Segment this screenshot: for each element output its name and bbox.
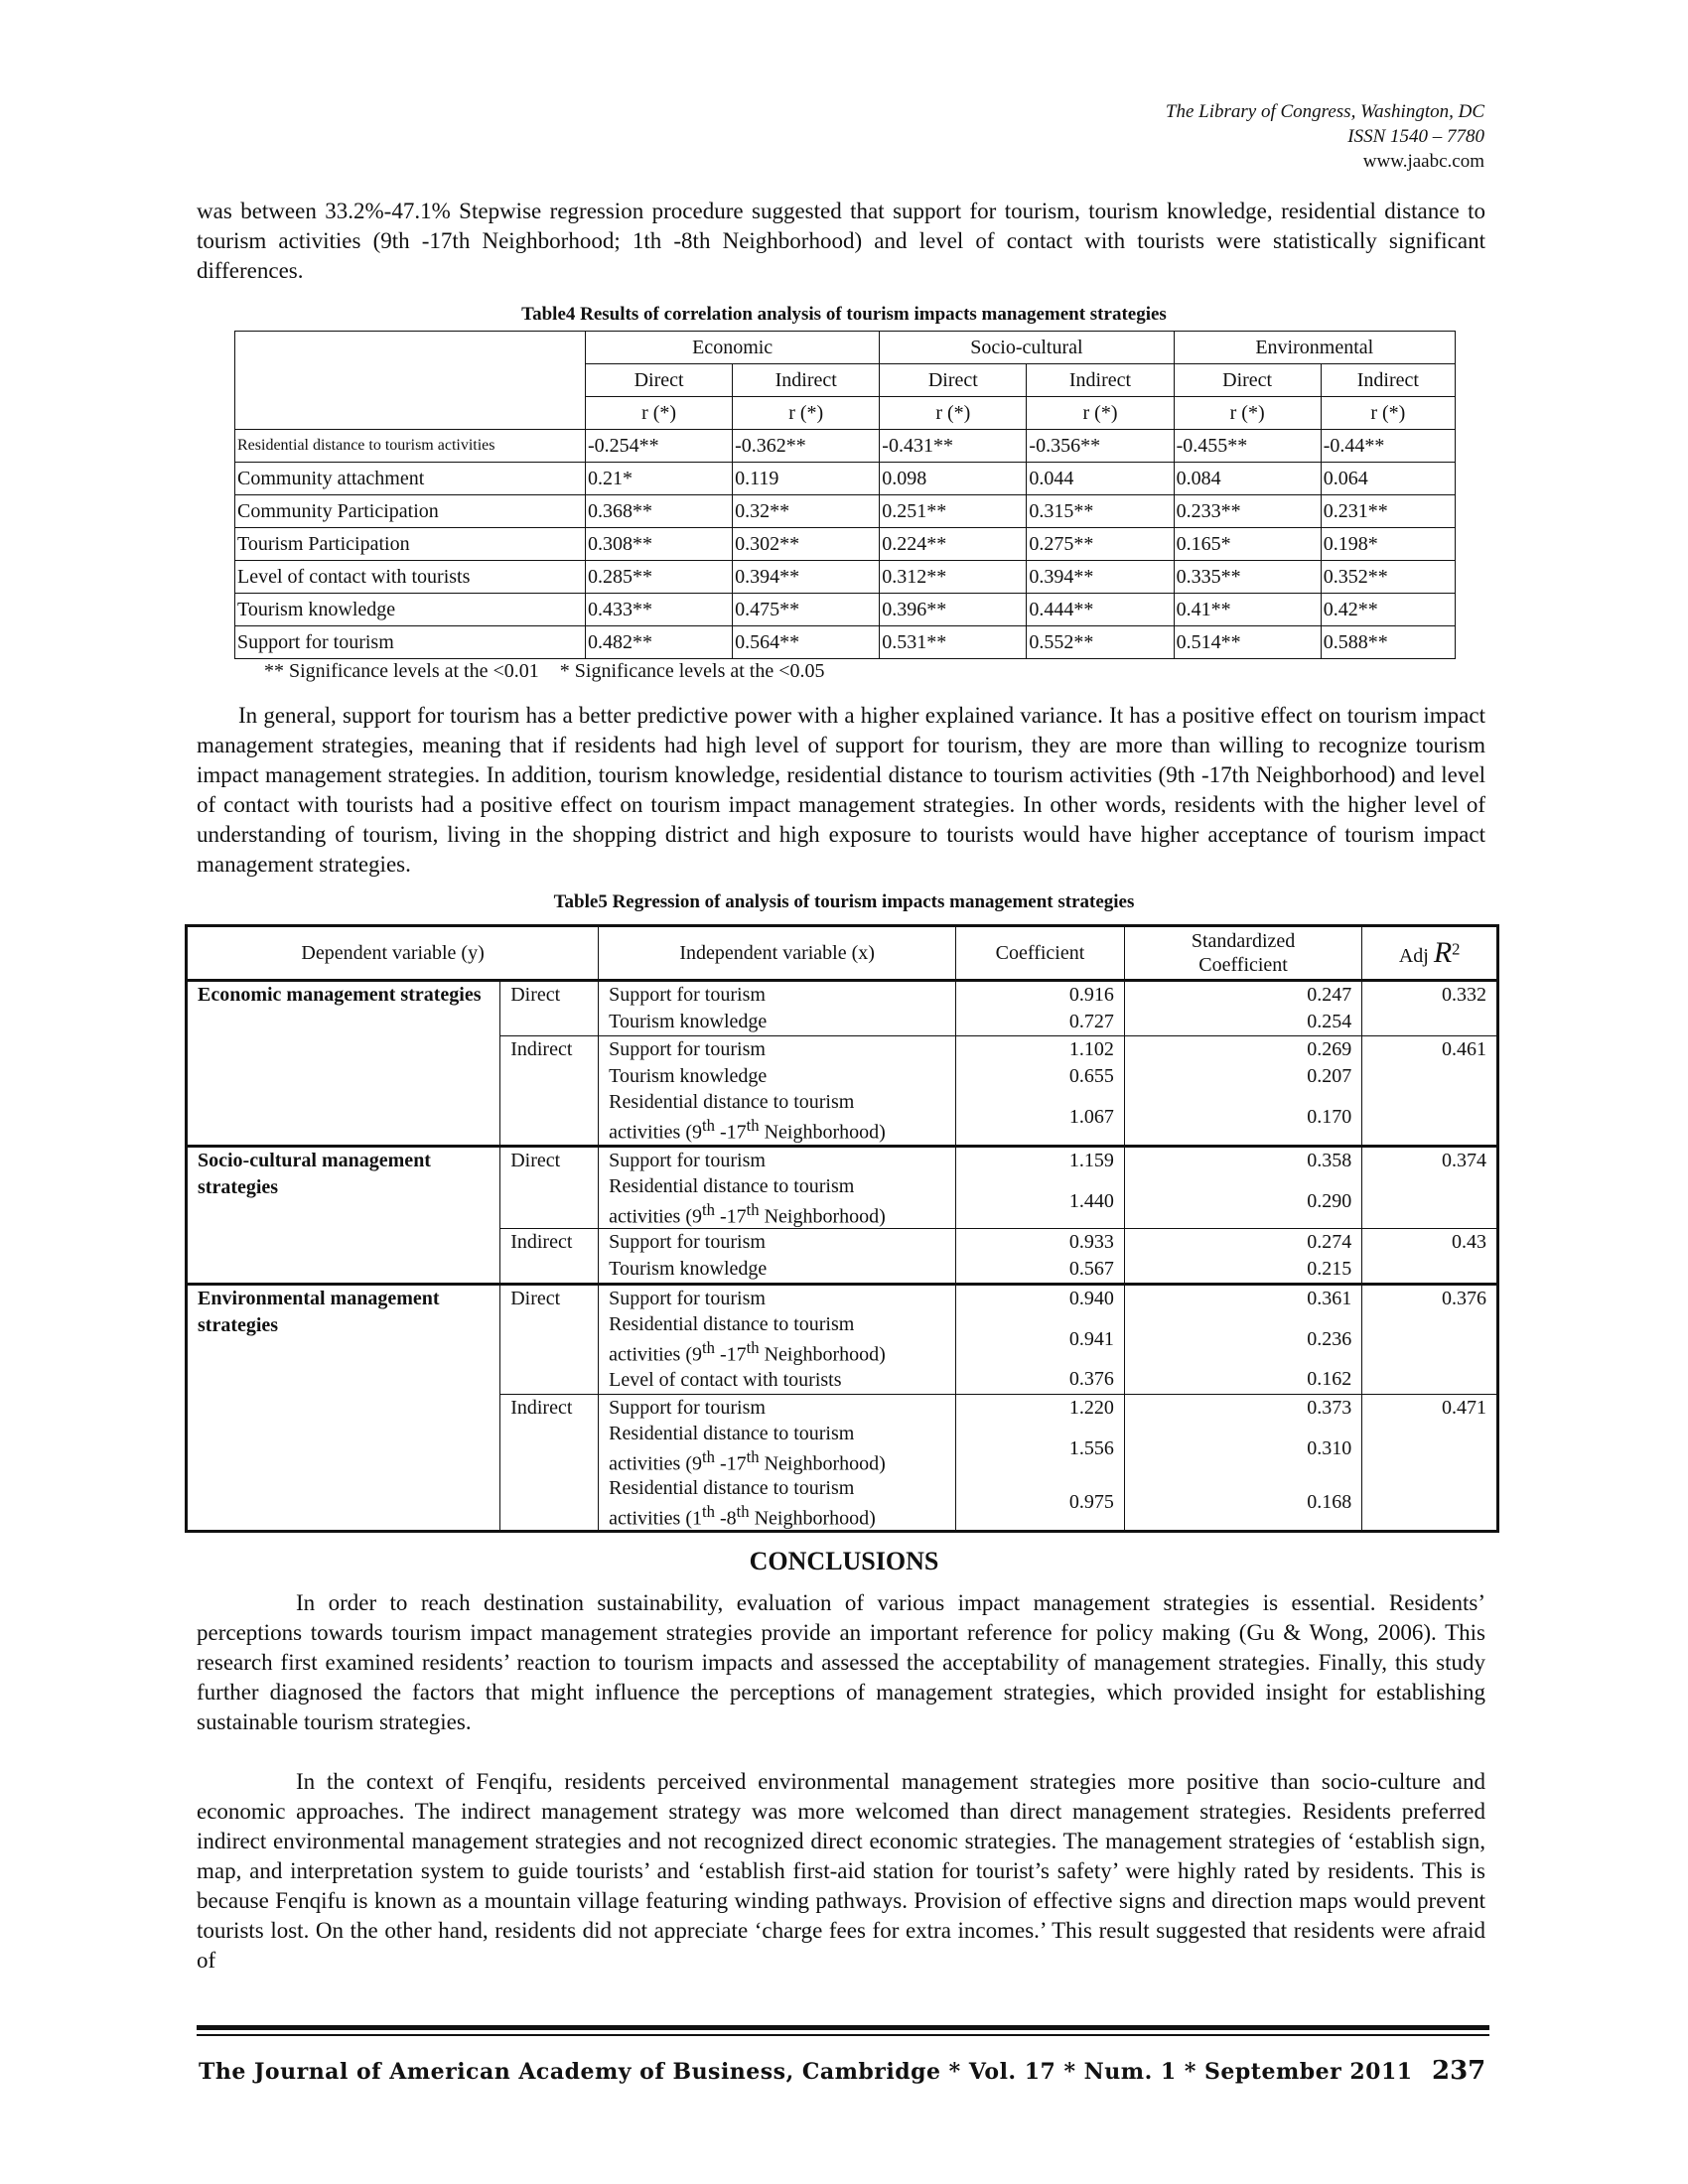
t4-cell: 0.588**	[1321, 626, 1455, 659]
t4-cell: 0.552**	[1027, 626, 1174, 659]
footer-rule-thin	[197, 2034, 1489, 2036]
var-text: activities (9	[609, 1205, 702, 1228]
standardized-value: 0.170	[1307, 1106, 1352, 1128]
standardized-coefficients	[1124, 1229, 1361, 1285]
var-sup: th	[702, 1338, 715, 1358]
var-sup: th	[746, 1338, 760, 1358]
t4-cell: -0.455**	[1174, 430, 1321, 463]
dependent-variable: Socio-cultural management strategies	[187, 1146, 500, 1285]
var-sup: th	[702, 1501, 715, 1521]
header-coefficient: Coefficient	[956, 926, 1125, 981]
t4-cell: 0.475**	[733, 594, 880, 626]
var-text: activities (1	[609, 1507, 702, 1530]
t4-row	[235, 528, 1456, 561]
regression-row	[187, 1285, 1498, 1395]
independent-variable: Level of contact with tourists	[609, 1368, 842, 1391]
t4-cell: 0.335**	[1174, 561, 1321, 594]
t4-subhead: Indirect	[1027, 364, 1174, 397]
t4-cell: 0.41**	[1174, 594, 1321, 626]
independent-variable: Support for tourism	[609, 1288, 766, 1310]
independent-variable: Tourism knowledge	[609, 1258, 768, 1281]
header-standardized	[1124, 926, 1361, 981]
t4-cell: 0.165*	[1174, 528, 1321, 561]
t4-cell: 0.482**	[586, 626, 733, 659]
t4-row	[235, 594, 1456, 626]
var-sup: th	[746, 1199, 760, 1219]
var-sup: th	[746, 1116, 760, 1135]
standardized-value: 0.247	[1307, 984, 1352, 1006]
var-text: -8	[714, 1507, 737, 1530]
coefficient-value: 1.159	[1068, 1149, 1114, 1171]
coefficient-value: 0.655	[1068, 1065, 1114, 1087]
standardized-value: 0.290	[1307, 1189, 1352, 1212]
coefficient-value: 1.067	[1068, 1106, 1114, 1128]
t4-corner	[235, 332, 586, 430]
header-r: R	[1433, 936, 1453, 969]
independent-variables	[599, 1285, 956, 1395]
independent-variable-line2	[609, 1336, 945, 1367]
independent-variable: Support for tourism	[609, 1396, 766, 1419]
adjusted-r-squared: 0.43	[1362, 1229, 1498, 1285]
significance-note-2: * Significance levels at the <0.05	[559, 660, 825, 682]
standardized-value: 0.215	[1307, 1258, 1352, 1281]
regression-row	[187, 981, 1498, 1036]
standardized-value: 0.236	[1307, 1328, 1352, 1351]
t4-cell: 0.32**	[733, 495, 880, 528]
t4-row	[235, 626, 1456, 659]
t4-subhead: Direct	[1174, 364, 1321, 397]
independent-variables	[599, 1146, 956, 1229]
t4-cell: 0.564**	[733, 626, 880, 659]
table4-caption: Table4 Results of correlation analysis of tourism impacts management strategies	[521, 304, 1167, 325]
adjusted-r-squared: 0.374	[1362, 1146, 1498, 1229]
adjusted-r-squared: 0.332	[1362, 981, 1498, 1036]
adjusted-r-squared: 0.471	[1362, 1394, 1498, 1531]
t4-cell: 0.044	[1027, 463, 1174, 495]
regression-header-row	[187, 926, 1498, 981]
var-text: -17	[714, 1452, 747, 1475]
t4-stat-label: r (*)	[733, 397, 880, 430]
t4-row	[235, 561, 1456, 594]
standardized-value: 0.373	[1307, 1396, 1352, 1419]
t4-cell: 0.224**	[880, 528, 1027, 561]
standardized-value: 0.361	[1307, 1288, 1352, 1310]
t4-cell: 0.444**	[1027, 594, 1174, 626]
t4-cell: 0.368**	[586, 495, 733, 528]
header-standardized-2: Coefficient	[1198, 954, 1288, 976]
header-library: The Library of Congress, Washington, DC	[1165, 101, 1484, 122]
independent-variables	[599, 981, 956, 1036]
independent-variable-line2	[609, 1445, 945, 1476]
t4-stat-label: r (*)	[1174, 397, 1321, 430]
t4-cell: 0.352**	[1321, 561, 1455, 594]
conclusions-heading: CONCLUSIONS	[749, 1547, 939, 1575]
coefficient-value: 0.941	[1068, 1328, 1114, 1351]
independent-variable-line2	[609, 1500, 945, 1531]
independent-variable-line2	[609, 1114, 945, 1145]
t4-row-label: Residential distance to tourism activities	[235, 430, 586, 463]
var-sup: th	[736, 1501, 750, 1521]
t4-cell: 0.275**	[1027, 528, 1174, 561]
standardized-coefficients	[1124, 1036, 1361, 1147]
t4-row-label: Level of contact with tourists	[235, 561, 586, 594]
header-standardized-1: Standardized	[1191, 930, 1296, 952]
t4-cell: 0.233**	[1174, 495, 1321, 528]
significance-note	[264, 660, 825, 683]
t4-cell: 0.251**	[880, 495, 1027, 528]
t4-subhead: Direct	[586, 364, 733, 397]
independent-variable-line2	[609, 1198, 945, 1229]
coefficient-value: 0.975	[1068, 1490, 1114, 1513]
independent-variable-line1: Residential distance to tourism	[609, 1091, 855, 1113]
independent-variable: Support for tourism	[609, 1231, 766, 1254]
independent-variable-multiline	[609, 1476, 945, 1531]
coefficient-value: 0.916	[1068, 984, 1114, 1006]
t4-cell: 0.084	[1174, 463, 1321, 495]
t4-stat-label: r (*)	[586, 397, 733, 430]
header-url: www.jaabc.com	[1362, 151, 1484, 172]
t4-cell: -0.254**	[586, 430, 733, 463]
standardized-coefficients	[1124, 1285, 1361, 1395]
var-text: Neighborhood)	[759, 1121, 886, 1144]
standardized-value: 0.269	[1307, 1038, 1352, 1060]
var-sup: th	[702, 1446, 715, 1466]
header-dependent: Dependent variable (y)	[187, 926, 599, 981]
var-text: Neighborhood)	[759, 1343, 886, 1366]
adjusted-r-squared: 0.461	[1362, 1036, 1498, 1147]
independent-variable-line1: Residential distance to tourism	[609, 1313, 855, 1336]
t4-row	[235, 463, 1456, 495]
t4-row-label: Support for tourism	[235, 626, 586, 659]
independent-variable: Support for tourism	[609, 984, 766, 1006]
dependent-variable: Economic management strategies	[187, 981, 500, 1147]
footer-rule-thick	[197, 2025, 1489, 2030]
standardized-value: 0.310	[1307, 1436, 1352, 1459]
standardized-value: 0.168	[1307, 1490, 1352, 1513]
t4-cell: 0.098	[880, 463, 1027, 495]
table5-caption: Table5 Regression of analysis of tourism impacts management strategies	[553, 891, 1135, 912]
t4-cell: -0.431**	[880, 430, 1027, 463]
independent-variable-multiline	[609, 1174, 945, 1229]
var-text: -17	[714, 1343, 747, 1366]
var-sup: th	[702, 1116, 715, 1135]
t4-cell: 0.433**	[586, 594, 733, 626]
t4-cell: 0.302**	[733, 528, 880, 561]
coefficient-value: 1.556	[1068, 1436, 1114, 1459]
strategy-type: Indirect	[500, 1036, 599, 1147]
dependent-variable: Environmental management strategies	[187, 1285, 500, 1532]
var-sup: th	[702, 1199, 715, 1219]
strategy-type: Direct	[500, 1146, 599, 1229]
t4-row	[235, 495, 1456, 528]
t4-cell: 0.394**	[733, 561, 880, 594]
t4-group-header: Socio-cultural	[880, 332, 1174, 364]
t4-row-label: Tourism knowledge	[235, 594, 586, 626]
standardized-coefficients	[1124, 1146, 1361, 1229]
t4-row-label: Community Participation	[235, 495, 586, 528]
t4-cell: 0.396**	[880, 594, 1027, 626]
var-text: Neighborhood)	[749, 1507, 876, 1530]
strategy-type: Direct	[500, 1285, 599, 1395]
t4-cell: 0.21*	[586, 463, 733, 495]
independent-variables	[599, 1394, 956, 1531]
t4-subhead: Indirect	[733, 364, 880, 397]
running-header	[1166, 99, 1484, 174]
coefficients	[956, 981, 1125, 1036]
var-text: activities (9	[609, 1121, 702, 1144]
t4-row-label: Community attachment	[235, 463, 586, 495]
t4-stat-label: r (*)	[880, 397, 1027, 430]
var-text: Neighborhood)	[759, 1452, 886, 1475]
coefficients	[956, 1229, 1125, 1285]
var-text: activities (9	[609, 1452, 702, 1475]
independent-variable-line1: Residential distance to tourism	[609, 1476, 855, 1499]
standardized-value: 0.274	[1307, 1231, 1352, 1254]
standardized-value: 0.358	[1307, 1149, 1352, 1171]
standardized-value: 0.254	[1307, 1011, 1352, 1032]
t4-cell: -0.44**	[1321, 430, 1455, 463]
strategy-type: Indirect	[500, 1229, 599, 1285]
adjusted-r-squared: 0.376	[1362, 1285, 1498, 1395]
independent-variable-line1: Residential distance to tourism	[609, 1174, 855, 1197]
header-independent: Independent variable (x)	[599, 926, 956, 981]
t4-cell: 0.308**	[586, 528, 733, 561]
coefficients	[956, 1036, 1125, 1147]
var-text: -17	[714, 1121, 747, 1144]
t4-cell: 0.231**	[1321, 495, 1455, 528]
t4-cell: 0.198*	[1321, 528, 1455, 561]
header-r-sup: 2	[1452, 939, 1461, 959]
t4-row-label: Tourism Participation	[235, 528, 586, 561]
coefficient-value: 1.440	[1068, 1189, 1114, 1212]
coefficient-value: 0.940	[1068, 1288, 1114, 1310]
independent-variable: Support for tourism	[609, 1149, 766, 1171]
header-adj: Adj	[1398, 945, 1429, 967]
coefficient-value: 1.220	[1068, 1396, 1114, 1419]
t4-stat-label: r (*)	[1321, 397, 1455, 430]
strategy-type: Indirect	[500, 1394, 599, 1531]
coefficient-value: 0.567	[1068, 1258, 1114, 1281]
coefficient-value: 0.727	[1068, 1011, 1114, 1032]
t4-row	[235, 430, 1456, 463]
footer-journal: The Journal of American Academy of Business, Cambridge * Vol. 17 * Num. 1 * September 2011	[199, 2059, 1413, 2085]
conclusions-paragraph-2: In the context of Fenqifu, residents perceived environmental management strategies more positive than socio-culture and economic approaches. The indirect management strategy was more welcomed than direct management strategies. Residents preferred indirect environmental management strategies and not recognized direct economic strategies. The management strategies of ‘establish sign, map, and interpretation system to guide tourists’ and ‘establish first-aid station for tourist’s safety’ were highly rated by residents. This is because Fenqifu is known as a mountain village featuring winding pathways. Provision of effective signs and direction maps would prevent tourists lost. On the other hand, residents did not appreciate ‘charge fees for extra incomes.’ This result suggested that residents were afraid of	[197, 1769, 1485, 1973]
header-adj-r2	[1362, 926, 1498, 981]
t4-cell: 0.42**	[1321, 594, 1455, 626]
t4-cell: 0.064	[1321, 463, 1455, 495]
independent-variables	[599, 1036, 956, 1147]
discussion-paragraph: In general, support for tourism has a better predictive power with a higher explained variance. It has a positive effect on tourism impact management strategies, meaning that if residents had high level of support for tourism, they are more than willing to recognize tourism impact management strategies. In addition, tourism knowledge, residential distance to tourism activities (9th -17th Neighborhood) and level of contact with tourists had a positive effect on tourism impact management strategies. In other words, residents with the higher level of understanding of tourism, living in the shopping district and high exposure to tourists would have higher acceptance of tourism impact management strategies.	[197, 703, 1485, 877]
page-number: 237	[1432, 2056, 1486, 2086]
var-text: -17	[714, 1205, 747, 1228]
t4-subhead: Indirect	[1321, 364, 1455, 397]
t4-cell: 0.394**	[1027, 561, 1174, 594]
standardized-value: 0.207	[1307, 1065, 1352, 1087]
independent-variable-multiline	[609, 1422, 945, 1476]
t4-cell: -0.356**	[1027, 430, 1174, 463]
independent-variable-multiline	[609, 1090, 945, 1145]
intro-paragraph: was between 33.2%-47.1% Stepwise regression procedure suggested that support for tourism, tourism knowledge, residential distance to tourism activities (9th -17th Neighborhood; 1th -8th Neighborhood) and level of contact with tourists were statistically significant differences.	[197, 199, 1485, 283]
correlation-table	[234, 331, 1456, 659]
t4-cell: -0.362**	[733, 430, 880, 463]
t4-group-header: Economic	[586, 332, 880, 364]
t4-cell: 0.315**	[1027, 495, 1174, 528]
independent-variables	[599, 1229, 956, 1285]
t4-group-header: Environmental	[1174, 332, 1455, 364]
standardized-coefficients	[1124, 1394, 1361, 1531]
coefficients	[956, 1285, 1125, 1395]
coefficients	[956, 1146, 1125, 1229]
conclusions-paragraph-1: In order to reach destination sustainability, evaluation of various impact management strategies is essential. Residents’ perceptions towards tourism impact management strategies provide an important reference for policy making (Gu & Wong, 2006). This research first examined residents’ reaction to tourism impacts and assessed the acceptability of management strategies. Finally, this study further diagnosed the factors that might influence the perceptions of management strategies, which provided insight for establishing sustainable tourism strategies.	[197, 1590, 1485, 1734]
significance-note-1: ** Significance levels at the <0.01	[264, 660, 539, 682]
t4-subhead: Direct	[880, 364, 1027, 397]
coefficient-value: 0.376	[1068, 1368, 1114, 1391]
standardized-coefficients	[1124, 981, 1361, 1036]
regression-table	[185, 924, 1499, 1533]
var-text: activities (9	[609, 1343, 702, 1366]
independent-variable: Support for tourism	[609, 1038, 766, 1060]
independent-variable: Tourism knowledge	[609, 1011, 768, 1032]
t4-cell: 0.119	[733, 463, 880, 495]
coefficient-value: 0.933	[1068, 1231, 1114, 1254]
independent-variable: Tourism knowledge	[609, 1065, 768, 1087]
t4-stat-label: r (*)	[1027, 397, 1174, 430]
coefficient-value: 1.102	[1068, 1038, 1114, 1060]
t4-cell: 0.312**	[880, 561, 1027, 594]
t4-group-row	[235, 332, 1456, 364]
var-sup: th	[746, 1446, 760, 1466]
standardized-value: 0.162	[1307, 1368, 1352, 1391]
independent-variable-multiline	[609, 1312, 945, 1367]
t4-cell: 0.514**	[1174, 626, 1321, 659]
t4-cell: 0.285**	[586, 561, 733, 594]
var-text: Neighborhood)	[759, 1205, 886, 1228]
t4-cell: 0.531**	[880, 626, 1027, 659]
strategy-type: Direct	[500, 981, 599, 1036]
independent-variable-line1: Residential distance to tourism	[609, 1422, 855, 1444]
regression-row	[187, 1146, 1498, 1229]
coefficients	[956, 1394, 1125, 1531]
header-issn: ISSN 1540 – 7780	[1347, 126, 1484, 147]
